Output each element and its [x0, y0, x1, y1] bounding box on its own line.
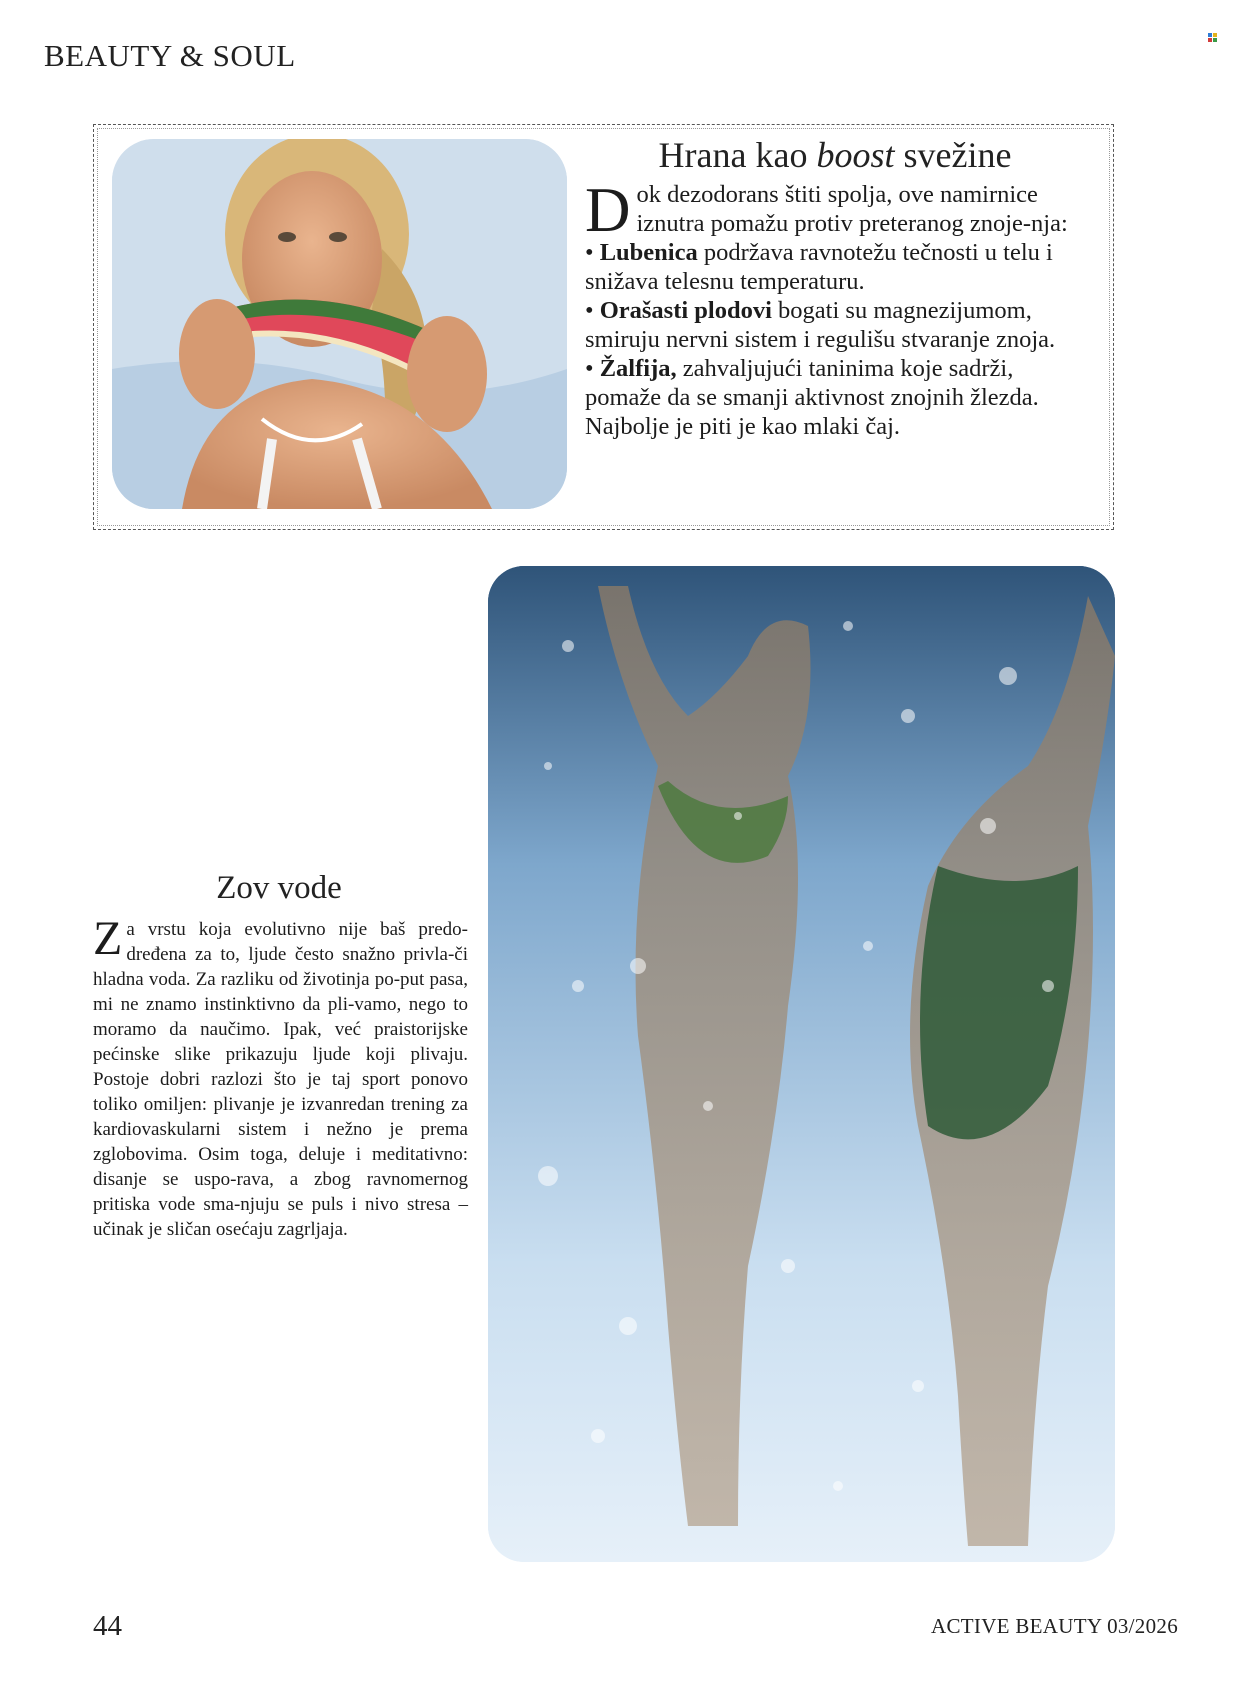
page-number: 44: [93, 1610, 122, 1642]
water-section-body: Za vrstu koja evolutivno nije baš predo-dređena za to, ljude često snažno privla-či hladna voda. Za razliku od životinja po-put pasa, mi ne znamo instinktivno da pli-vamo, nego to moramo da naučimo. Ipak, već praistorijske pećinske slike prikazuju ljude koji plivaju. Postoje dobri razlozi što je taj sport ponovo toliko omiljen: plivanje je izvanredan trening za kardiovaskularni sistem i nežno je prema zglobovima. Osim toga, deluje i meditativno: disanje se uspo-rava, a zbog ravnomernog pritiska vode sma-njuju se puls i nivo stresa – učinak je sličan osećaju zagrljaja.: [93, 912, 468, 1240]
bullet-watermelon: • Lubenica podržava ravnotežu tečnosti u telu i snižava telesnu temperaturu.: [585, 239, 1053, 295]
bullet-nuts: • Orašasti plodovi bogati su magnezijumom, smiruju nervni sistem i regulišu stvaranje znoja.: [585, 297, 1056, 353]
magazine-issue: ACTIVE BEAUTY 03/2026: [931, 1614, 1178, 1638]
water-section-title: Zov vode: [216, 870, 342, 906]
drop-cap: Z: [93, 912, 123, 965]
woman-eating-watermelon-photo: [112, 139, 567, 509]
color-mark-icon: [1208, 33, 1218, 43]
food-intro: Dok dezodorans štiti spolja, ove namirnice iznutra pomažu protiv preteranog znoje-nja:: [585, 175, 1068, 245]
drop-cap: D: [585, 175, 631, 245]
bullet-sage: • Žalfija, zahvaljujući taninima koje sadrži, pomaže da se smanji aktivnost znojnih žlezda. Najbolje je piti je kao mlaki čaj.: [585, 355, 1039, 440]
section-label: BEAUTY & SOUL: [44, 38, 296, 73]
women-in-water-splash-photo: [488, 566, 1115, 1562]
food-box-title: Hrana kao boost svežine: [658, 135, 1012, 175]
food-box-body: [585, 175, 1095, 441]
